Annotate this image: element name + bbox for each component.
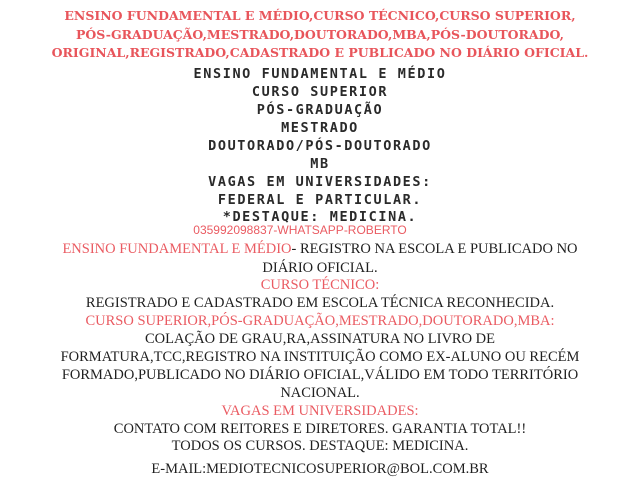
fundamental-text-2: DIÁRIO OFICIAL. (262, 260, 378, 276)
superior-text-3: FORMADO,PUBLICADO NO DIÁRIO OFICIAL,VÁLIDO EM TODO TERRITÓRIO (61, 367, 579, 383)
course-list-item: CURSO SUPERIOR (251, 84, 389, 100)
course-list-item: ENSINO FUNDAMENTAL E MÉDIO (193, 66, 447, 82)
course-list-item: DOUTORADO/PÓS-DOUTORADO (208, 138, 432, 154)
fundamental-text: - REGISTRO NA ESCOLA E PUBLICADO NO (291, 241, 578, 257)
course-list-item: FEDERAL E PARTICULAR. (217, 192, 423, 208)
fundamental-title: ENSINO FUNDAMENTAL E MÉDIO (62, 241, 292, 257)
superior-title: CURSO SUPERIOR,PÓS-GRADUAÇÃO,MESTRADO,DOUTORADO,MBA: (85, 313, 555, 329)
phone-contact: 035992098837-WHATSAPP-ROBERTO (193, 223, 407, 237)
header-line-3: ORIGINAL,REGISTRADO,CADASTRADO E PUBLICADO NO DIÁRIO OFICIAL. (51, 45, 589, 60)
tecnico-title: CURSO TÉCNICO: (260, 277, 380, 293)
tecnico-text: REGISTRADO E CADASTRADO EM ESCOLA TÉCNICA RECONHECIDA. (85, 295, 555, 311)
superior-text-4: NACIONAL. (280, 385, 360, 401)
vagas-title: VAGAS EM UNIVERSIDADES: (221, 403, 419, 419)
course-list-item: *DESTAQUE: MEDICINA. (222, 209, 418, 225)
superior-text-1: COLAÇÃO DE GRAU,RA,ASSINATURA NO LIVRO DE (144, 331, 496, 347)
header-line-2: PÓS-GRADUAÇÃO,MESTRADO,DOUTORADO,MBA,PÓS-DOUTORADO, (76, 27, 564, 42)
course-list-item: MB (310, 156, 330, 172)
vagas-text-2: TODOS OS CURSOS. DESTAQUE: MEDICINA. (171, 438, 469, 454)
course-list-item: PÓS-GRADUAÇÃO (256, 102, 384, 118)
fundamental-line (0, 241, 640, 258)
vagas-text-1: CONTATO COM REITORES E DIRETORES. GARANTIA TOTAL!! (113, 421, 527, 437)
course-list-item: VAGAS EM UNIVERSIDADES: (208, 174, 432, 190)
course-list-item: MESTRADO (281, 120, 359, 136)
email-contact: E-MAIL:MEDIOTECNICOSUPERIOR@BOL.COM.BR (151, 461, 489, 477)
superior-text-2: FORMATURA,TCC,REGISTRO NA INSTITUIÇÃO COMO EX-ALUNO OU RECÉM (60, 349, 580, 365)
header-line-1: ENSINO FUNDAMENTAL E MÉDIO,CURSO TÉCNICO,CURSO SUPERIOR, (64, 8, 576, 23)
